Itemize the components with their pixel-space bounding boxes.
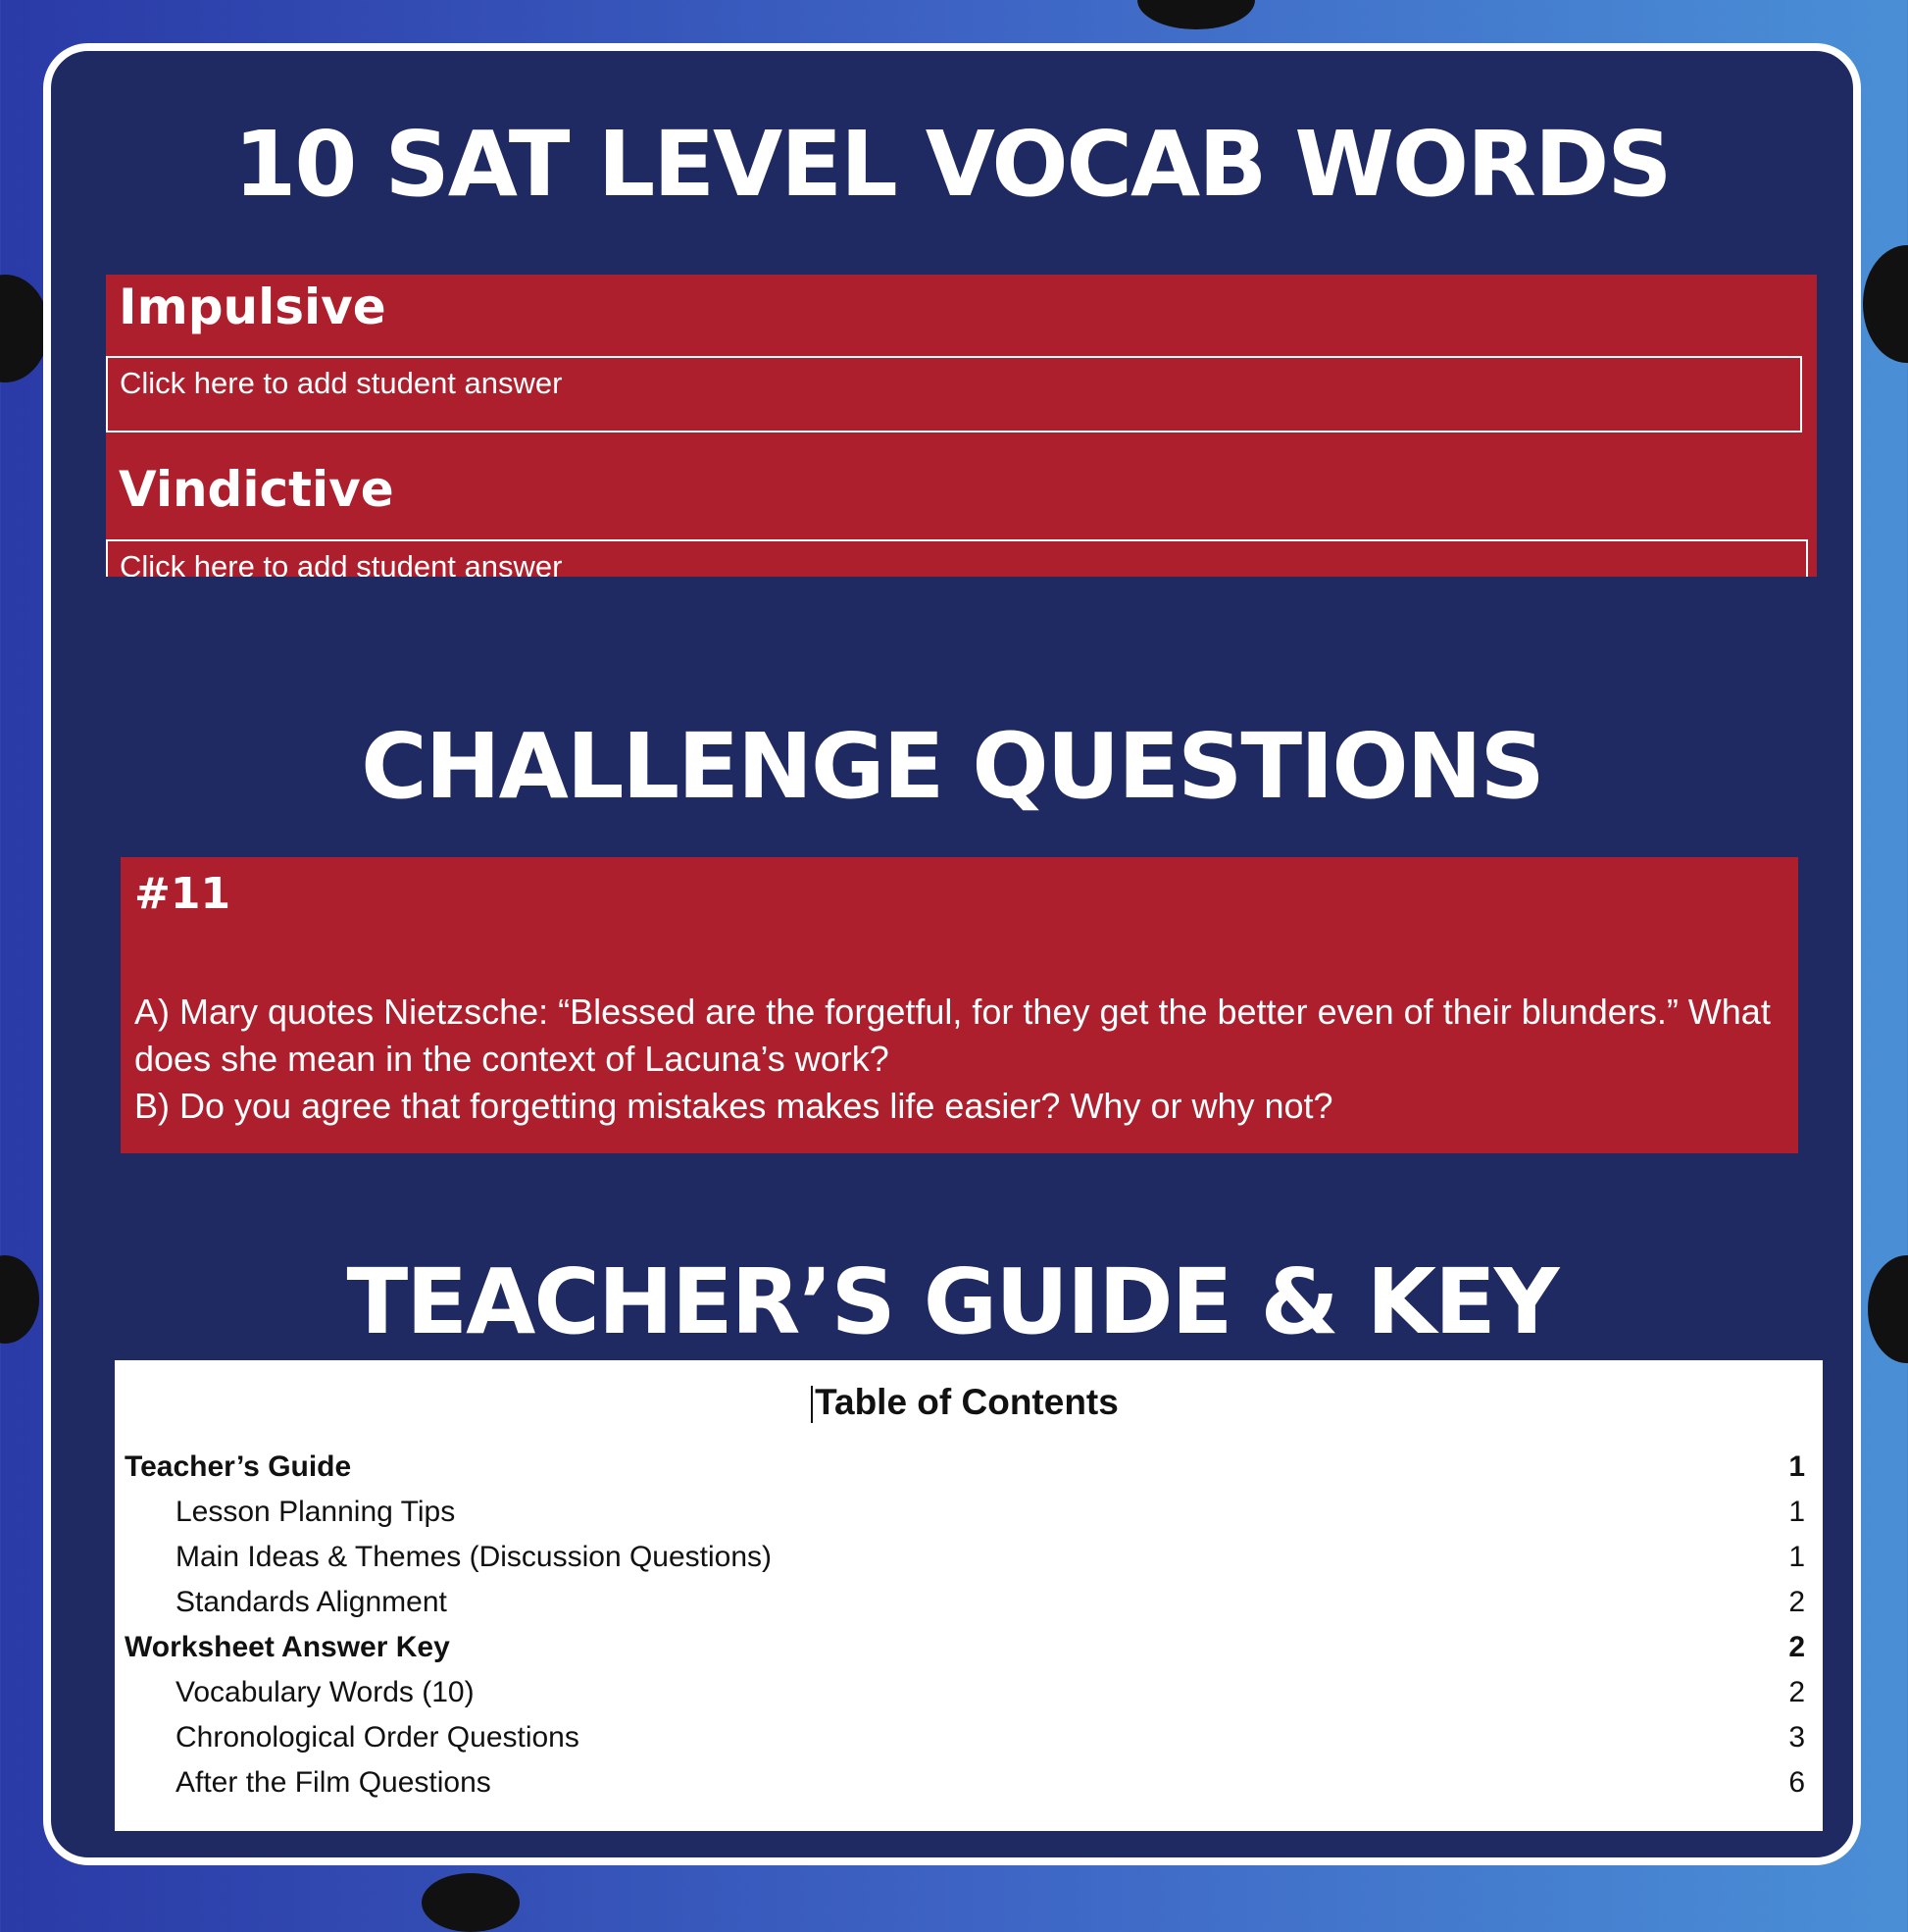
table-of-contents xyxy=(115,1360,1823,1831)
toc-entry[interactable] xyxy=(125,1445,1805,1490)
text-cursor xyxy=(811,1386,813,1423)
toc-entry[interactable] xyxy=(125,1490,1805,1535)
vocab-word: Vindictive xyxy=(119,461,394,518)
guide-heading: TEACHER’S GUIDE & KEY xyxy=(346,1249,1558,1354)
vocab-card xyxy=(106,275,1817,577)
toc-entry-page: 3 xyxy=(1788,1721,1805,1754)
toc-title-text: Table of Contents xyxy=(815,1382,1119,1422)
toc-entry-page: 6 xyxy=(1788,1766,1805,1800)
toc-entry-label: Vocabulary Words (10) xyxy=(176,1676,475,1709)
toc-entry[interactable] xyxy=(125,1535,1805,1580)
toc-entry-label: Teacher’s Guide xyxy=(125,1450,352,1484)
background-decoration xyxy=(0,1255,39,1344)
toc-entry-label: Standards Alignment xyxy=(176,1586,447,1619)
challenge-heading: CHALLENGE QUESTIONS xyxy=(361,714,1543,819)
toc-entry[interactable] xyxy=(125,1625,1805,1670)
background-decoration xyxy=(422,1873,520,1932)
toc-title xyxy=(125,1382,1805,1423)
toc-entry[interactable] xyxy=(125,1580,1805,1625)
toc-entry-page: 1 xyxy=(1788,1496,1805,1529)
toc-entry-label: Lesson Planning Tips xyxy=(176,1496,456,1529)
toc-entry-page: 1 xyxy=(1788,1541,1805,1574)
question-a: A) Mary quotes Nietzsche: “Blessed are the forgetful, for they get the better even of their blunders.” What does she mean in the context of Lacuna’s work? xyxy=(134,991,1771,1079)
toc-entry-page: 2 xyxy=(1788,1676,1805,1709)
background-decoration xyxy=(1868,1255,1908,1363)
vocab-heading: 10 SAT LEVEL VOCAB WORDS xyxy=(233,112,1671,217)
content-panel xyxy=(43,43,1861,1865)
vocab-word: Impulsive xyxy=(119,279,386,335)
toc-entry-page: 1 xyxy=(1788,1450,1805,1484)
toc-entry[interactable] xyxy=(125,1670,1805,1715)
background-decoration xyxy=(1137,0,1255,29)
question-text xyxy=(134,989,1791,1130)
student-answer-field[interactable]: Click here to add student answer xyxy=(106,539,1808,577)
toc-entry-label: Worksheet Answer Key xyxy=(125,1631,450,1664)
question-number: #11 xyxy=(134,869,231,919)
background-decoration xyxy=(1863,245,1908,363)
question-b: B) Do you agree that forgetting mistakes makes life easier? Why or why not? xyxy=(134,1086,1333,1126)
toc-entry[interactable] xyxy=(125,1715,1805,1760)
toc-entry-label: Chronological Order Questions xyxy=(176,1721,579,1754)
background-decoration xyxy=(0,275,49,382)
toc-entry-label: After the Film Questions xyxy=(176,1766,491,1800)
toc-entry-page: 2 xyxy=(1788,1586,1805,1619)
challenge-card xyxy=(121,857,1798,1153)
student-answer-field[interactable]: Click here to add student answer xyxy=(106,356,1802,432)
toc-entry-page: 2 xyxy=(1788,1631,1805,1664)
toc-entry[interactable] xyxy=(125,1760,1805,1805)
toc-entry-label: Main Ideas & Themes (Discussion Questions) xyxy=(176,1541,773,1574)
